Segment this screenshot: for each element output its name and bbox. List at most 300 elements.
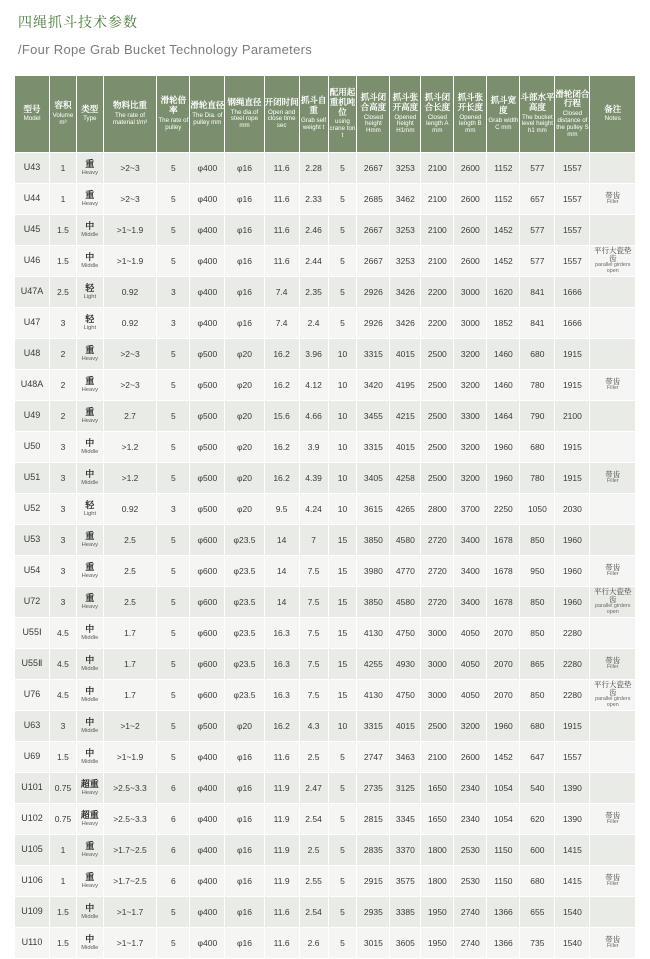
column-header-9 [328, 76, 357, 153]
cell-closed-s: 1557 [555, 215, 590, 246]
cell-closed-h: 2685 [357, 184, 390, 215]
cell-opened-l: 2740 [454, 897, 487, 928]
cell-crane: 15 [328, 680, 357, 711]
cell-crane: 5 [328, 277, 357, 308]
cell-time: 11.6 [264, 246, 299, 277]
parameters-table [14, 75, 636, 959]
cell-closed-l: 2100 [421, 184, 454, 215]
cell-rope-dia: φ23.5 [225, 618, 264, 649]
cell-closed-s: 1415 [555, 866, 590, 897]
column-header-en: The Dia. of pulley mm [192, 112, 223, 126]
cell-type [76, 680, 103, 711]
cell-self-weight: 7.5 [299, 587, 328, 618]
cell-level-h: 655 [520, 897, 555, 928]
cell-volume: 3 [50, 494, 77, 525]
cell-opened-h: 3426 [390, 308, 421, 339]
cell-notes [590, 494, 636, 525]
cell-ratio: 0.92 [103, 277, 157, 308]
cell-self-weight: 4.66 [299, 401, 328, 432]
cell-level-h: 680 [520, 432, 555, 463]
cell-grab-w: 1150 [487, 835, 520, 866]
cell-closed-l: 2100 [421, 246, 454, 277]
cell-type-en: Middle [81, 914, 99, 921]
cell-grab-w: 1152 [487, 184, 520, 215]
cell-type-cn: 超重 [80, 778, 99, 789]
column-header-15 [520, 76, 555, 153]
cell-grab-w: 1678 [487, 556, 520, 587]
cell-pulley-dia: φ400 [190, 308, 225, 339]
cell-ratio: >1~1.7 [103, 897, 157, 928]
cell-grab-w: 1366 [487, 897, 520, 928]
cell-model: U55Ⅰ [15, 618, 50, 649]
cell-model: U54 [15, 556, 50, 587]
cell-closed-s: 1415 [555, 835, 590, 866]
cell-pulley-rate: 5 [157, 742, 190, 773]
cell-opened-l: 3400 [454, 525, 487, 556]
cell-type [76, 401, 103, 432]
cell-type [76, 587, 103, 618]
cell-closed-s: 1390 [555, 773, 590, 804]
cell-grab-w: 1452 [487, 246, 520, 277]
cell-crane: 15 [328, 525, 357, 556]
cell-closed-l: 2720 [421, 525, 454, 556]
page-title [14, 10, 636, 32]
cell-ratio: >2~3 [103, 339, 157, 370]
cell-opened-l: 3000 [454, 277, 487, 308]
column-header-en: Model [23, 115, 41, 123]
column-header-cn: 滑轮倍率 [160, 95, 187, 116]
cell-crane: 5 [328, 773, 357, 804]
cell-time: 11.9 [264, 866, 299, 897]
cell-time: 11.9 [264, 773, 299, 804]
column-header-cn: 滑轮闭合行程 [555, 88, 590, 109]
cell-model: U106 [15, 866, 50, 897]
cell-closed-h: 3315 [357, 432, 390, 463]
cell-notes [590, 711, 636, 742]
cell-self-weight: 2.35 [299, 277, 328, 308]
column-header-cn: 型号 [23, 103, 41, 114]
cell-opened-h: 3462 [390, 184, 421, 215]
cell-grab-w: 1054 [487, 804, 520, 835]
cell-closed-h: 3405 [357, 463, 390, 494]
cell-closed-h: 3455 [357, 401, 390, 432]
cell-grab-w: 1460 [487, 370, 520, 401]
cell-ratio: >2.5~3.3 [103, 804, 157, 835]
column-header-cn: 开闭时间 [264, 96, 299, 107]
cell-volume: 1 [50, 184, 77, 215]
cell-type-en: Heavy [81, 201, 98, 208]
cell-pulley-rate: 5 [157, 370, 190, 401]
cell-pulley-rate: 5 [157, 928, 190, 959]
column-header-12 [421, 76, 454, 153]
cell-level-h: 657 [520, 184, 555, 215]
cell-rope-dia: φ16 [225, 215, 264, 246]
cell-type-cn: 中 [85, 747, 95, 758]
cell-notes [590, 432, 636, 463]
cell-notes [590, 215, 636, 246]
cell-model: U49 [15, 401, 50, 432]
cell-pulley-rate: 5 [157, 618, 190, 649]
cell-opened-l: 2530 [454, 866, 487, 897]
cell-rope-dia: φ23.5 [225, 556, 264, 587]
cell-self-weight: 4.3 [299, 711, 328, 742]
table-row [15, 587, 636, 618]
cell-grab-w: 1960 [487, 711, 520, 742]
cell-level-h: 850 [520, 618, 555, 649]
cell-rope-dia: φ16 [225, 928, 264, 959]
cell-type [76, 153, 103, 184]
cell-notes-cn: 带齿 [605, 873, 621, 883]
table-header [15, 76, 636, 153]
cell-pulley-rate: 5 [157, 339, 190, 370]
cell-closed-s: 1557 [555, 742, 590, 773]
cell-type-en: Heavy [81, 356, 98, 363]
cell-type-en: Middle [81, 759, 99, 766]
column-header-7 [264, 76, 299, 153]
cell-type-en: Light [83, 294, 97, 301]
cell-notes-en: parallel girders open [595, 603, 631, 615]
cell-opened-h: 4580 [390, 587, 421, 618]
cell-opened-h: 3370 [390, 835, 421, 866]
cell-closed-l: 2200 [421, 277, 454, 308]
column-header-cn: 抓斗闭合长度 [424, 92, 451, 112]
cell-pulley-dia: φ500 [190, 711, 225, 742]
cell-opened-h: 4750 [390, 618, 421, 649]
cell-type-en: Heavy [81, 604, 98, 611]
cell-opened-h: 4015 [390, 339, 421, 370]
cell-rope-dia: φ23.5 [225, 649, 264, 680]
cell-self-weight: 3.96 [299, 339, 328, 370]
cell-volume: 4.5 [50, 649, 77, 680]
cell-notes-cn: 带齿 [605, 470, 621, 480]
cell-level-h: 850 [520, 587, 555, 618]
cell-self-weight: 4.12 [299, 370, 328, 401]
cell-volume: 4.5 [50, 680, 77, 711]
cell-self-weight: 2.33 [299, 184, 328, 215]
cell-notes [590, 556, 636, 587]
cell-notes-en: Filler [606, 664, 619, 671]
cell-self-weight: 7.5 [299, 680, 328, 711]
cell-type [76, 525, 103, 556]
cell-ratio: >1~1.9 [103, 246, 157, 277]
cell-ratio: 1.7 [103, 680, 157, 711]
cell-pulley-dia: φ400 [190, 215, 225, 246]
cell-notes [590, 773, 636, 804]
cell-opened-h: 3253 [390, 246, 421, 277]
cell-opened-l: 2340 [454, 773, 487, 804]
column-header-2 [76, 76, 103, 153]
cell-opened-l: 3300 [454, 401, 487, 432]
cell-closed-s: 2280 [555, 649, 590, 680]
cell-time: 16.2 [264, 432, 299, 463]
table-row [15, 835, 636, 866]
cell-notes [590, 587, 636, 618]
column-header-cn: 容积 [54, 100, 72, 111]
cell-volume: 3 [50, 711, 77, 742]
cell-ratio: 1.7 [103, 649, 157, 680]
cell-level-h: 1050 [520, 494, 555, 525]
cell-pulley-dia: φ600 [190, 587, 225, 618]
cell-type [76, 556, 103, 587]
cell-type [76, 804, 103, 835]
cell-type [76, 618, 103, 649]
cell-pulley-dia: φ600 [190, 680, 225, 711]
table-row [15, 742, 636, 773]
cell-closed-l: 1800 [421, 835, 454, 866]
cell-type-cn: 中 [85, 220, 95, 231]
title-chinese: 四绳抓斗技术参数 [18, 14, 138, 30]
cell-type [76, 215, 103, 246]
cell-rope-dia: φ16 [225, 277, 264, 308]
cell-rope-dia: φ23.5 [225, 587, 264, 618]
cell-notes [590, 835, 636, 866]
cell-type-en: Middle [81, 945, 99, 952]
table-row [15, 401, 636, 432]
cell-time: 14 [264, 587, 299, 618]
column-header-17 [590, 76, 636, 153]
cell-level-h: 780 [520, 463, 555, 494]
cell-closed-l: 2500 [421, 432, 454, 463]
cell-closed-l: 2500 [421, 401, 454, 432]
cell-closed-s: 1540 [555, 897, 590, 928]
cell-ratio: >1~1.9 [103, 215, 157, 246]
cell-pulley-dia: φ400 [190, 246, 225, 277]
cell-self-weight: 4.39 [299, 463, 328, 494]
cell-model: U45 [15, 215, 50, 246]
cell-type [76, 463, 103, 494]
column-header-13 [454, 76, 487, 153]
column-header-cn: 抓斗张开长度 [457, 92, 484, 112]
column-header-0 [15, 76, 50, 153]
cell-closed-s: 1915 [555, 432, 590, 463]
cell-closed-h: 4130 [357, 680, 390, 711]
cell-pulley-rate: 6 [157, 804, 190, 835]
table-row [15, 525, 636, 556]
cell-closed-s: 2030 [555, 494, 590, 525]
cell-opened-l: 2600 [454, 184, 487, 215]
column-header-cn: 钢绳直径 [227, 96, 262, 107]
cell-opened-h: 4015 [390, 711, 421, 742]
cell-rope-dia: φ20 [225, 339, 264, 370]
table-row [15, 153, 636, 184]
cell-closed-l: 2100 [421, 215, 454, 246]
cell-pulley-rate: 5 [157, 432, 190, 463]
cell-opened-l: 2530 [454, 835, 487, 866]
cell-notes-en: Filler [606, 385, 619, 392]
cell-model: U69 [15, 742, 50, 773]
cell-opened-l: 3400 [454, 587, 487, 618]
cell-type-cn: 中 [85, 623, 95, 634]
table-row [15, 711, 636, 742]
cell-notes-cn: 带齿 [605, 191, 621, 201]
cell-pulley-rate: 3 [157, 308, 190, 339]
cell-time: 15.6 [264, 401, 299, 432]
cell-volume: 3 [50, 463, 77, 494]
cell-level-h: 841 [520, 277, 555, 308]
cell-model: U72 [15, 587, 50, 618]
cell-type-cn: 中 [85, 933, 95, 944]
cell-model: U43 [15, 153, 50, 184]
cell-crane: 5 [328, 215, 357, 246]
cell-time: 9.5 [264, 494, 299, 525]
cell-opened-l: 2340 [454, 804, 487, 835]
cell-opened-l: 3200 [454, 432, 487, 463]
cell-notes-en: Filler [606, 571, 619, 578]
column-header-cn: 抓斗自重 [300, 95, 327, 116]
cell-self-weight: 2.46 [299, 215, 328, 246]
column-header-en: Type [83, 115, 97, 123]
cell-volume: 2 [50, 401, 77, 432]
cell-self-weight: 2.47 [299, 773, 328, 804]
cell-notes [590, 680, 636, 711]
cell-pulley-rate: 6 [157, 866, 190, 897]
cell-self-weight: 2.44 [299, 246, 328, 277]
cell-ratio: 2.7 [103, 401, 157, 432]
cell-type-en: Middle [81, 666, 99, 673]
column-header-10 [357, 76, 390, 153]
cell-opened-l: 2740 [454, 928, 487, 959]
cell-pulley-dia: φ500 [190, 494, 225, 525]
cell-volume: 0.75 [50, 773, 77, 804]
cell-type-cn: 中 [85, 654, 95, 665]
cell-opened-h: 3605 [390, 928, 421, 959]
cell-type [76, 773, 103, 804]
column-header-3 [103, 76, 157, 153]
title-english: /Four Rope Grab Bucket Technology Parameters [18, 42, 313, 57]
column-header-4 [157, 76, 190, 153]
column-header-en: Volume m³ [52, 112, 74, 126]
cell-rope-dia: φ20 [225, 432, 264, 463]
cell-pulley-rate: 5 [157, 525, 190, 556]
cell-grab-w: 1054 [487, 773, 520, 804]
cell-grab-w: 2250 [487, 494, 520, 525]
cell-ratio: >1~1.9 [103, 742, 157, 773]
cell-type [76, 866, 103, 897]
cell-opened-h: 4930 [390, 649, 421, 680]
cell-type-cn: 轻 [85, 499, 95, 510]
cell-level-h: 600 [520, 835, 555, 866]
cell-rope-dia: φ16 [225, 742, 264, 773]
cell-ratio: >2~3 [103, 370, 157, 401]
cell-pulley-rate: 6 [157, 835, 190, 866]
cell-type-cn: 中 [85, 468, 95, 479]
cell-level-h: 540 [520, 773, 555, 804]
table-row [15, 463, 636, 494]
cell-closed-l: 2100 [421, 153, 454, 184]
cell-type-cn: 中 [85, 685, 95, 696]
cell-ratio: >2.5~3.3 [103, 773, 157, 804]
cell-type-cn: 重 [85, 840, 95, 851]
cell-model: U52 [15, 494, 50, 525]
cell-opened-h: 3253 [390, 215, 421, 246]
cell-closed-s: 2100 [555, 401, 590, 432]
cell-type-cn: 中 [85, 902, 95, 913]
column-header-en: Grab self weight t [301, 116, 327, 131]
cell-type [76, 897, 103, 928]
cell-time: 7.4 [264, 277, 299, 308]
cell-type-en: Heavy [81, 418, 98, 425]
cell-type-cn: 中 [85, 251, 95, 262]
cell-opened-h: 3385 [390, 897, 421, 928]
cell-closed-l: 2800 [421, 494, 454, 525]
column-header-en: Grab width C mm [488, 116, 519, 131]
cell-volume: 3 [50, 432, 77, 463]
cell-opened-l: 2600 [454, 153, 487, 184]
cell-crane: 10 [328, 711, 357, 742]
cell-closed-l: 2500 [421, 463, 454, 494]
cell-model: U63 [15, 711, 50, 742]
table-row [15, 494, 636, 525]
cell-type-cn: 重 [85, 871, 95, 882]
cell-rope-dia: φ20 [225, 711, 264, 742]
cell-grab-w: 1852 [487, 308, 520, 339]
cell-pulley-dia: φ500 [190, 370, 225, 401]
cell-closed-l: 2100 [421, 742, 454, 773]
cell-closed-l: 2720 [421, 587, 454, 618]
cell-grab-w: 1620 [487, 277, 520, 308]
cell-type [76, 277, 103, 308]
column-header-16 [555, 76, 590, 153]
cell-type-cn: 重 [85, 530, 95, 541]
cell-self-weight: 2.5 [299, 835, 328, 866]
cell-ratio: 2.5 [103, 525, 157, 556]
cell-crane: 10 [328, 463, 357, 494]
cell-grab-w: 2070 [487, 680, 520, 711]
cell-closed-s: 1557 [555, 184, 590, 215]
cell-closed-h: 3850 [357, 587, 390, 618]
cell-type [76, 184, 103, 215]
cell-crane: 10 [328, 401, 357, 432]
cell-pulley-dia: φ500 [190, 339, 225, 370]
cell-volume: 0.75 [50, 804, 77, 835]
cell-self-weight: 7.5 [299, 618, 328, 649]
cell-notes [590, 184, 636, 215]
cell-pulley-rate: 5 [157, 897, 190, 928]
cell-volume: 3 [50, 587, 77, 618]
column-header-en: Opened height H1mm [394, 113, 417, 135]
column-header-cn: 抓斗张开高度 [392, 92, 419, 112]
cell-volume: 1 [50, 153, 77, 184]
cell-closed-s: 1915 [555, 370, 590, 401]
cell-self-weight: 7.5 [299, 556, 328, 587]
cell-crane: 10 [328, 339, 357, 370]
cell-crane: 5 [328, 246, 357, 277]
cell-type-en: Light [83, 325, 97, 332]
cell-opened-l: 3200 [454, 463, 487, 494]
cell-level-h: 680 [520, 711, 555, 742]
column-header-en: Closed length A mm [426, 113, 449, 135]
cell-self-weight: 2.28 [299, 153, 328, 184]
cell-closed-l: 1650 [421, 804, 454, 835]
cell-pulley-rate: 5 [157, 680, 190, 711]
cell-pulley-dia: φ400 [190, 835, 225, 866]
cell-level-h: 950 [520, 556, 555, 587]
cell-notes [590, 339, 636, 370]
cell-time: 11.6 [264, 153, 299, 184]
cell-closed-h: 2926 [357, 277, 390, 308]
column-header-en: The bucket level height h1 mm [521, 113, 554, 135]
cell-opened-h: 4215 [390, 401, 421, 432]
cell-rope-dia: φ20 [225, 494, 264, 525]
cell-volume: 3 [50, 525, 77, 556]
cell-notes [590, 866, 636, 897]
cell-notes [590, 897, 636, 928]
cell-time: 11.6 [264, 215, 299, 246]
table-row [15, 928, 636, 959]
cell-notes-en: Filler [606, 478, 619, 485]
table-row [15, 432, 636, 463]
cell-closed-s: 1915 [555, 339, 590, 370]
